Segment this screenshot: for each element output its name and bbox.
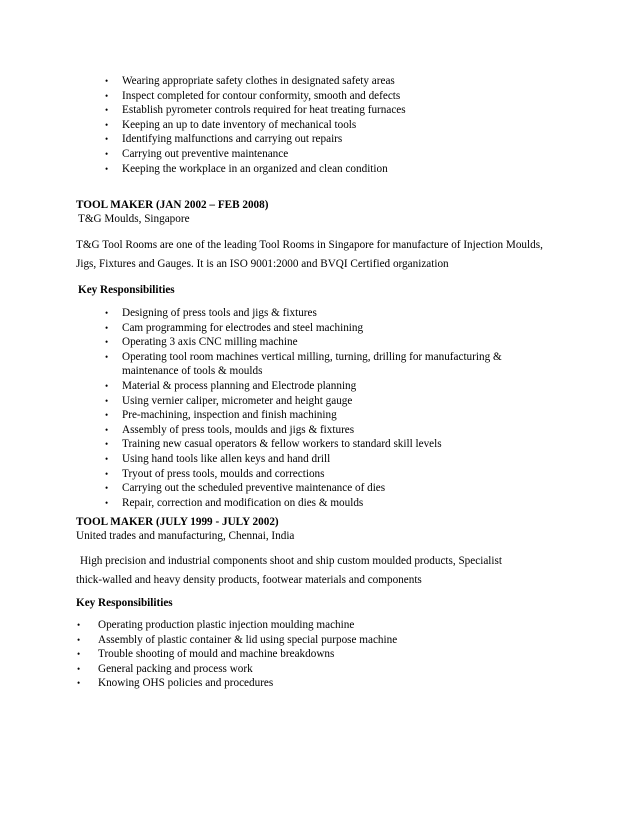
bullet-icon: • — [105, 351, 109, 362]
bullet-icon: • — [77, 634, 81, 645]
job2-description-line: High precision and industrial components shoot and ship custom moulded products, Specialist — [80, 555, 502, 567]
bullet-icon: • — [105, 308, 109, 318]
job2-responsibilities-heading: Key Responsibilities — [76, 597, 173, 609]
list-item-text: Trouble shooting of mould and machine breakdowns — [98, 648, 335, 661]
list-item-text: Establish pyrometer controls required for heat treating furnaces — [122, 104, 406, 117]
job1-description — [76, 236, 566, 274]
list-item — [77, 618, 538, 633]
list-item — [105, 467, 542, 482]
list-item — [105, 335, 542, 350]
list-item-text: Designing of press tools and jigs & fixtures — [122, 307, 317, 319]
list-item — [105, 103, 562, 118]
list-item-text: Identifying malfunctions and carrying out repairs — [122, 133, 343, 146]
bullet-icon: • — [105, 410, 109, 421]
bullet-icon: • — [105, 90, 109, 101]
list-item — [105, 496, 542, 511]
list-item — [105, 423, 542, 438]
list-item — [105, 379, 542, 394]
job2-description-line: thick-walled and heavy density products, footwear materials and components — [76, 574, 422, 586]
job1-responsibilities-heading: Key Responsibilities — [78, 284, 175, 296]
list-item — [105, 437, 542, 452]
bullet-icon: • — [105, 453, 109, 464]
previous-duties-list — [105, 74, 562, 176]
list-item — [105, 118, 562, 133]
job2-company: United trades and manufacturing, Chennai, India — [76, 530, 295, 542]
bullet-icon: • — [105, 439, 109, 450]
list-item — [77, 647, 538, 662]
job2-responsibilities-list — [77, 618, 538, 691]
bullet-icon: • — [77, 649, 81, 660]
bullet-icon: • — [105, 163, 109, 174]
bullet-icon: • — [105, 337, 109, 348]
list-item-text: Pre-machining, inspection and finish machining — [122, 409, 337, 422]
list-item — [105, 74, 562, 89]
job1-description-line: Jigs, Fixtures and Gauges. It is an ISO 9001:2000 and BVQI Certified organization — [76, 258, 449, 270]
bullet-icon: • — [105, 380, 109, 391]
list-item — [105, 350, 542, 379]
bullet-icon: • — [105, 497, 109, 508]
bullet-icon: • — [105, 76, 109, 86]
list-item-text: Inspect completed for contour conformity, smooth and defects — [122, 89, 401, 102]
list-item-text: Assembly of plastic container & lid using special purpose machine — [98, 633, 398, 646]
list-item-text: General packing and process work — [98, 662, 253, 675]
bullet-icon: • — [105, 395, 109, 406]
bullet-icon: • — [105, 119, 109, 130]
list-item — [77, 662, 538, 677]
list-item — [105, 481, 542, 496]
job1-responsibilities-list — [105, 306, 542, 510]
bullet-icon: • — [77, 678, 81, 689]
list-item — [105, 321, 542, 336]
list-item-text: Using vernier caliper, micrometer and height gauge — [122, 394, 353, 407]
bullet-icon: • — [77, 663, 81, 674]
job1-description-line: T&G Tool Rooms are one of the leading Tool Rooms in Singapore for manufacture of Injection Moulds, — [76, 239, 543, 251]
list-item-text: Repair, correction and modification on dies & moulds — [122, 496, 364, 509]
bullet-icon: • — [105, 468, 109, 479]
list-item-text: Carrying out the scheduled preventive maintenance of dies — [122, 482, 386, 495]
list-item-text: Assembly of press tools, moulds and jigs & fixtures — [122, 423, 355, 436]
list-item — [105, 452, 542, 467]
list-item-text: Knowing OHS policies and procedures — [98, 677, 274, 690]
bullet-icon: • — [105, 483, 109, 494]
list-item — [77, 633, 538, 648]
list-item-text: Carrying out preventive maintenance — [122, 147, 289, 160]
list-item-text: Wearing appropriate safety clothes in designated safety areas — [122, 75, 395, 87]
list-item — [105, 408, 542, 423]
job1-company: T&G Moulds, Singapore — [78, 213, 190, 225]
list-item-text: Using hand tools like allen keys and hand drill — [122, 452, 331, 465]
list-item — [105, 162, 562, 177]
list-item-text: Operating tool room machines vertical milling, turning, drilling for manufacturing & maintenance of tools & moulds — [122, 350, 502, 378]
bullet-icon: • — [105, 424, 109, 435]
job2-description — [76, 552, 566, 590]
list-item-text: Keeping an up to date inventory of mechanical tools — [122, 118, 357, 131]
job1-title: TOOL MAKER (JAN 2002 – FEB 2008) — [76, 199, 269, 211]
list-item — [77, 676, 538, 691]
list-item-text: Operating production plastic injection moulding machine — [98, 619, 355, 631]
job2-title: TOOL MAKER (JULY 1999 - JULY 2002) — [76, 516, 279, 528]
bullet-icon: • — [105, 148, 109, 159]
bullet-icon: • — [105, 134, 109, 145]
list-item-text: Keeping the workplace in an organized and clean condition — [122, 162, 388, 175]
bullet-icon: • — [105, 322, 109, 333]
list-item-text: Cam programming for electrodes and steel machining — [122, 321, 364, 334]
list-item — [105, 394, 542, 409]
list-item — [105, 89, 562, 104]
bullet-icon: • — [105, 105, 109, 116]
list-item-text: Tryout of press tools, moulds and corrections — [122, 467, 325, 480]
list-item — [105, 147, 562, 162]
list-item-text: Operating 3 axis CNC milling machine — [122, 336, 298, 349]
list-item-text: Material & process planning and Electrode planning — [122, 379, 357, 392]
list-item — [105, 132, 562, 147]
bullet-icon: • — [77, 620, 81, 630]
list-item-text: Training new casual operators & fellow workers to standard skill levels — [122, 438, 442, 451]
list-item — [105, 306, 542, 321]
